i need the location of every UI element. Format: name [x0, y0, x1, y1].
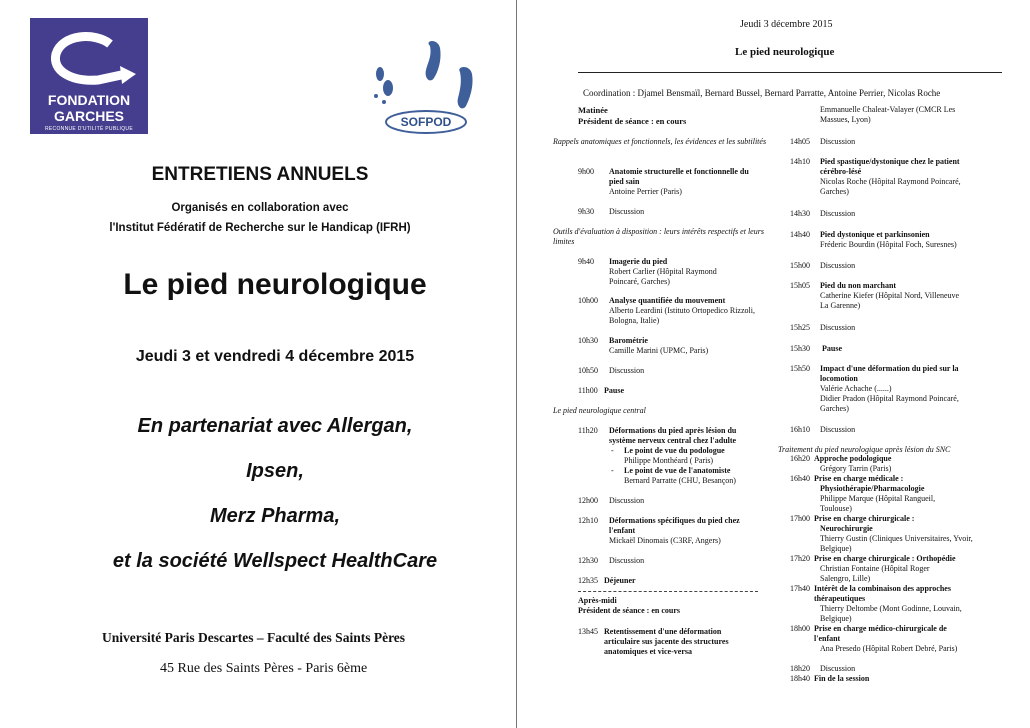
talk-non-marchant: Pied du non marchant [820, 281, 897, 290]
time-15h25: 15h25 [790, 323, 810, 332]
discussion-14h30: Discussion [820, 209, 856, 218]
discussion-12h30: Discussion [609, 556, 645, 565]
program-date: Jeudi 3 décembre 2015 [740, 19, 833, 30]
university: Université Paris Descartes – Faculté des Saints Pères [102, 630, 406, 645]
talk-orthopedie: Prise en charge chirurgicale : Orthopédie [814, 554, 956, 563]
talk-combinaison: Intérêt de la combinaison des approches thérapeutiques [814, 584, 951, 603]
speaker-carlier: Robert Carlier (Hôpital Raymond Poincaré, Garches) [609, 267, 717, 286]
speaker-chaleat-valayer: Emmanuelle Chaleat-Valayer (CMCR Les Massues, Lyon) [820, 105, 956, 124]
talk-medico-chirurgicale: Prise en charge médico-chirurgicale de l'enfant [814, 624, 947, 643]
partner-line-3: Merz Pharma, [209, 505, 341, 527]
discussion-15h00: Discussion [820, 261, 856, 270]
time-11h00: 11h00 [578, 386, 598, 395]
speaker-gustin: Thierry Gustin (Cliniques Universitaires, Yvoir, Belgique) [820, 534, 973, 553]
fondation-garches-logo [30, 18, 148, 134]
logo-line-1: FONDATION [47, 92, 131, 108]
talk-retentissement: Retentissement d'une déformation articulaire sus jacente des structures anatomiques et vice-versa [604, 627, 729, 656]
afternoon-rule [578, 591, 758, 592]
president-afternoon: Président de séance : en cours [578, 606, 680, 615]
speaker-roche: Nicolas Roche (Hôpital Raymond Poincaré, Garches) [820, 177, 961, 196]
speaker-perrier: Antoine Perrier (Paris) [609, 187, 682, 196]
speaker-achache: Valérie Achache (......) [820, 384, 892, 393]
discussion-15h25: Discussion [820, 323, 856, 332]
time-17h00: 17h00 [790, 514, 810, 523]
time-16h20: 16h20 [790, 454, 810, 463]
pause-11h00: Pause [604, 386, 624, 395]
time-15h05: 15h05 [790, 281, 810, 290]
talk-chirurgicale-sub: Neurochirurgie [820, 524, 873, 533]
discussion-9h30: Discussion [609, 207, 645, 216]
time-12h30: 12h30 [578, 556, 598, 565]
time-10h30: 10h30 [578, 336, 598, 345]
bullet-2: - [611, 466, 614, 475]
talk-impact-locomotion: Impact d'une déformation du pied sur la locomotion [820, 364, 959, 383]
speaker-bourdin: Fréderic Bourdin (Hôpital Foch, Suresnes) [820, 240, 957, 249]
time-15h50: 15h50 [790, 364, 810, 373]
time-10h00: 10h00 [578, 296, 598, 305]
talk-analyse: Analyse quantifiée du mouvement [609, 296, 726, 305]
partner-line-2: Ipsen, [246, 460, 304, 482]
partner-line-4: et la société Wellspect HealthCare [112, 550, 438, 572]
section-rappels: Rappels anatomiques et fonctionnels, les évidences et les subtilités [553, 137, 767, 146]
main-title: Le pied neurologique [123, 268, 427, 301]
matinee-label: Matinée [578, 105, 608, 115]
speaker-leardini: Alberto Leardini (Istituto Ortopedico Rizzoli, Bologna, Italie) [609, 306, 755, 325]
organized-line-1: Organisés en collaboration avec [171, 202, 349, 214]
time-13h45: 13h45 [578, 627, 598, 636]
speaker-montheard: Philippe Monthéard ( Paris) [624, 456, 714, 465]
logo-line-3: RECONNUE D'UTILITÉ PUBLIQUE [45, 126, 133, 132]
speaker-marque: Philippe Marque (Hôpital Rangueil, Toulouse) [820, 494, 936, 513]
time-18h40: 18h40 [790, 674, 810, 683]
event-series: ENTRETIENS ANNUELS [151, 164, 369, 185]
address: 45 Rue des Saints Pères - Paris 6ème [160, 661, 368, 676]
speaker-dinomais: Mickaël Dinomais (C3RF, Angers) [609, 536, 721, 545]
section-outils: Outils d'évaluation à disposition : leurs intérêts respectifs et leurs limites [553, 227, 764, 246]
talk-barometrie: Barométrie [609, 336, 648, 345]
logo-line-2: GARCHES [53, 108, 124, 124]
discussion-14h05: Discussion [820, 137, 856, 146]
time-11h20: 11h20 [578, 426, 598, 435]
time-17h40: 17h40 [790, 584, 810, 593]
subtalk-anatomiste: Le point de vue de l'anatomiste [624, 466, 731, 475]
time-12h00: 12h00 [578, 496, 598, 505]
time-12h10: 12h10 [578, 516, 598, 525]
talk-deformations-enfant: Déformations spécifiques du pied chez l'enfant [609, 516, 740, 535]
section-traitement: Traitement du pied neurologique après lésion du SNC [778, 445, 951, 454]
talk-imagerie: Imagerie du pied [609, 257, 668, 266]
time-14h05: 14h05 [790, 137, 810, 146]
time-14h30: 14h30 [790, 209, 810, 218]
logo-arc-icon [40, 30, 138, 90]
program-title: Le pied neurologique [735, 46, 835, 58]
time-16h10: 16h10 [790, 425, 810, 434]
time-10h50: 10h50 [578, 366, 598, 375]
speaker-fontaine: Christian Fontaine (Hôpital Roger Salengro, Lille) [820, 564, 930, 583]
title-rule [578, 72, 1002, 73]
organized-line-2: l'Institut Fédératif de Recherche sur le Handicap (IFRH) [109, 222, 411, 234]
talk-medicale-sub: Physiothérapie/Pharmacologie [820, 484, 925, 493]
speaker-presedo: Ana Presedo (Hôpital Robert Debré, Paris) [820, 644, 958, 653]
time-15h30: 15h30 [790, 344, 810, 353]
time-14h10: 14h10 [790, 157, 810, 166]
speaker-marini: Camille Marini (UPMC, Paris) [609, 346, 709, 355]
time-16h40: 16h40 [790, 474, 810, 483]
discussion-18h20: Discussion [820, 664, 856, 673]
talk-chirurgicale: Prise en charge chirurgicale : [814, 514, 915, 523]
speaker-deltombe: Thierry Deltombe (Mont Godinne, Louvain, Belgique) [820, 604, 962, 623]
sofpod-logo [366, 38, 482, 138]
time-17h20: 17h20 [790, 554, 810, 563]
time-9h00: 9h00 [578, 167, 594, 176]
section-central: Le pied neurologique central [553, 406, 646, 415]
talk-anatomie: Anatomie structurelle et fonctionnelle du pied sain [609, 167, 749, 186]
time-12h35: 12h35 [578, 576, 598, 585]
talk-deformations-adulte: Déformations du pied après lésion du système nerveux central chez l'adulte [609, 426, 737, 445]
speaker-tarrin: Grégory Tarrin (Paris) [820, 464, 892, 473]
talk-podologique: Approche podologique [814, 454, 892, 463]
time-15h00: 15h00 [790, 261, 810, 270]
subtalk-podologue: Le point de vue du podologue [624, 446, 725, 455]
discussion-12h00: Discussion [609, 496, 645, 505]
speaker-parratte: Bernard Parratte (CHU, Besançon) [624, 476, 736, 485]
time-18h00: 18h00 [790, 624, 810, 633]
time-18h20: 18h20 [790, 664, 810, 673]
talk-medicale: Prise en charge médicale : [814, 474, 904, 483]
bullet-1: - [611, 446, 614, 455]
pause-15h30: Pause [822, 344, 842, 353]
fin-session: Fin de la session [814, 674, 870, 683]
coordination: Coordination : Djamel Bensmaïl, Bernard Bussel, Bernard Parratte, Antoine Perrier, Nicolas Roche [583, 88, 941, 98]
event-dates: Jeudi 3 et vendredi 4 décembre 2015 [135, 348, 415, 365]
time-9h30: 9h30 [578, 207, 594, 216]
apresmidi-label: Après-midi [578, 596, 617, 605]
partner-line-1: En partenariat avec Allergan, [137, 415, 413, 437]
talk-dystonique: Pied dystonique et parkinsonien [820, 230, 930, 239]
speaker-kiefer: Catherine Kiefer (Hôpital Nord, Villeneuve La Garenne) [820, 291, 960, 310]
dejeuner: Déjeuner [604, 576, 636, 585]
time-14h40: 14h40 [790, 230, 810, 239]
president-morning: Président de séance : en cours [578, 116, 687, 126]
discussion-16h10: Discussion [820, 425, 856, 434]
time-9h40: 9h40 [578, 257, 594, 266]
speaker-pradon: Didier Pradon (Hôpital Raymond Poincaré, Garches) [820, 394, 959, 413]
discussion-10h50: Discussion [609, 366, 645, 375]
sofpod-label: SOFPOD [400, 115, 452, 129]
talk-pied-spastique: Pied spastique/dystonique chez le patient cérébro-lésé [820, 157, 960, 176]
